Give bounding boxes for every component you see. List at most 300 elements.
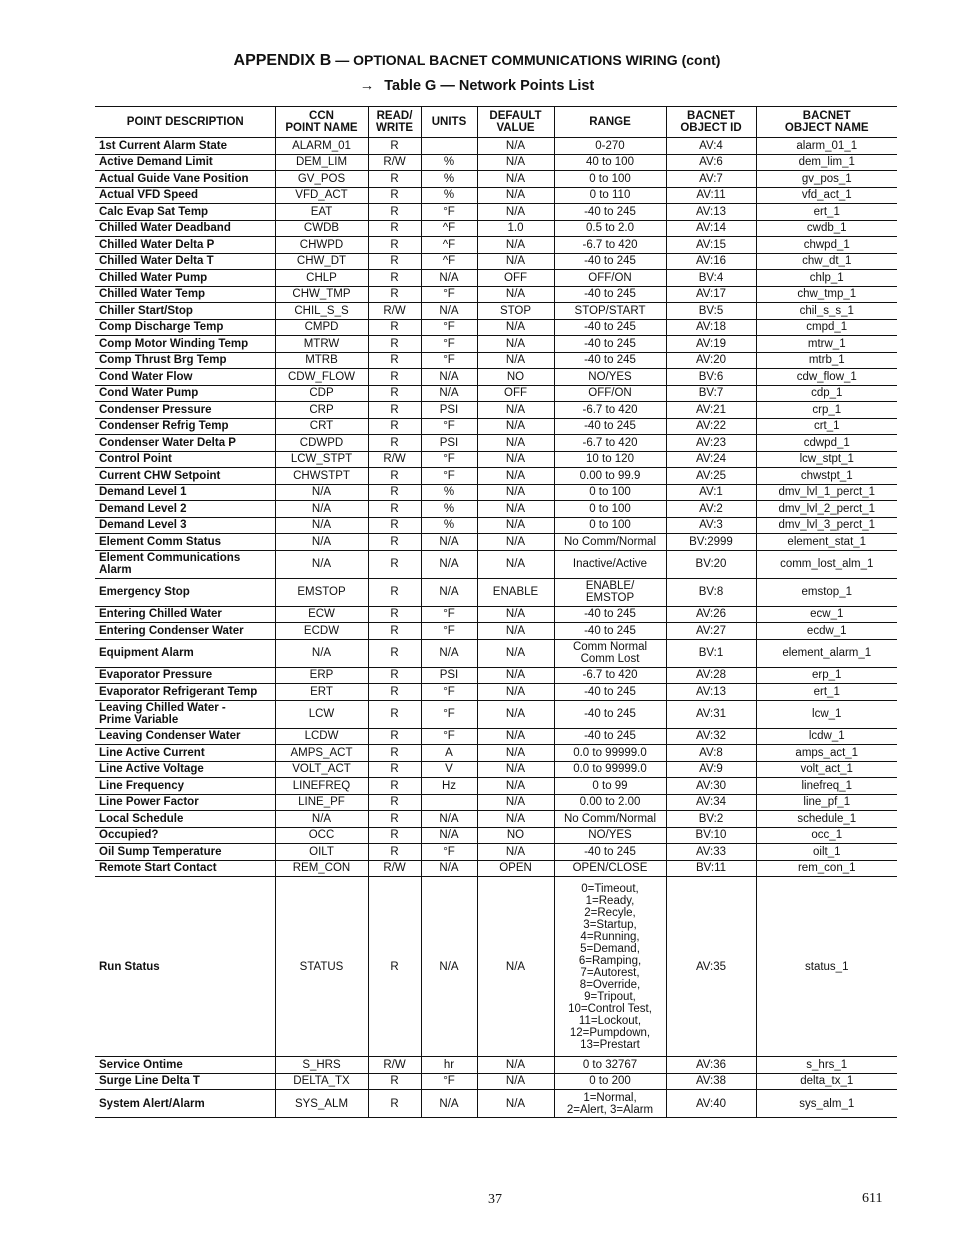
point-description-cell: Service Ontime [95, 1057, 275, 1074]
bacnet-object-name-cell: chw_tmp_1 [756, 286, 897, 303]
read-write-cell: R [368, 811, 421, 828]
range-cell: 0.00 to 99.9 [554, 468, 666, 485]
table-row [95, 700, 897, 728]
units-cell: °F [421, 844, 477, 861]
table-row [95, 745, 897, 762]
ccn-point-name-cell: N/A [275, 534, 368, 551]
default-value-cell: N/A [477, 204, 554, 221]
change-arrow-icon: → [359, 78, 375, 94]
point-description-cell: Cond Water Flow [95, 369, 275, 386]
bacnet-object-id-cell: BV:2999 [666, 534, 756, 551]
default-value-cell: N/A [477, 253, 554, 270]
range-cell: No Comm/Normal [554, 811, 666, 828]
default-value-cell: N/A [477, 468, 554, 485]
range-cell: 0 to 100 [554, 517, 666, 534]
units-cell: N/A [421, 877, 477, 1057]
range-cell: Inactive/Active [554, 550, 666, 578]
units-cell: N/A [421, 385, 477, 402]
point-description-cell: Comp Discharge Temp [95, 319, 275, 336]
table-row [95, 270, 897, 287]
ccn-point-name-cell: LCW_STPT [275, 451, 368, 468]
table-row [95, 667, 897, 684]
ccn-point-name-cell: DELTA_TX [275, 1073, 368, 1090]
bacnet-object-id-cell: AV:16 [666, 253, 756, 270]
read-write-cell: R [368, 171, 421, 188]
range-cell: 0.00 to 2.00 [554, 794, 666, 811]
default-value-cell: N/A [477, 811, 554, 828]
bacnet-object-name-cell: dmv_lvl_2_perct_1 [756, 501, 897, 518]
bacnet-object-name-cell: ecw_1 [756, 606, 897, 623]
table-row [95, 171, 897, 188]
units-cell: N/A [421, 860, 477, 877]
bacnet-object-name-cell: mtrw_1 [756, 336, 897, 353]
bacnet-object-id-cell: BV:7 [666, 385, 756, 402]
units-cell: N/A [421, 639, 477, 667]
table-row [95, 154, 897, 171]
read-write-cell: R [368, 501, 421, 518]
bacnet-object-id-cell: BV:1 [666, 639, 756, 667]
ccn-point-name-cell: N/A [275, 811, 368, 828]
range-cell: 0 to 100 [554, 171, 666, 188]
ccn-point-name-cell: DEM_LIM [275, 154, 368, 171]
bacnet-object-name-cell: chwstpt_1 [756, 468, 897, 485]
read-write-cell: R [368, 1073, 421, 1090]
read-write-cell: R [368, 484, 421, 501]
ccn-point-name-cell: ECDW [275, 623, 368, 640]
read-write-cell: R [368, 667, 421, 684]
units-cell: °F [421, 336, 477, 353]
read-write-cell: R [368, 385, 421, 402]
range-cell: -40 to 245 [554, 623, 666, 640]
bacnet-object-id-cell: BV:11 [666, 860, 756, 877]
read-write-cell: R [368, 517, 421, 534]
units-cell: N/A [421, 270, 477, 287]
point-description-cell: Active Demand Limit [95, 154, 275, 171]
table-row [95, 778, 897, 795]
point-description-cell: Condenser Refrig Temp [95, 418, 275, 435]
range-cell: 0 to 110 [554, 187, 666, 204]
read-write-cell: R [368, 336, 421, 353]
bacnet-object-name-cell: vfd_act_1 [756, 187, 897, 204]
default-value-cell: N/A [477, 154, 554, 171]
point-description-cell: Entering Chilled Water [95, 606, 275, 623]
column-header-units: UNITS [421, 107, 477, 138]
bacnet-object-name-cell: amps_act_1 [756, 745, 897, 762]
range-cell: 1=Normal, 2=Alert, 3=Alarm [554, 1090, 666, 1118]
default-value-cell: N/A [477, 352, 554, 369]
bacnet-object-id-cell: AV:26 [666, 606, 756, 623]
default-value-cell: OFF [477, 270, 554, 287]
units-cell: % [421, 501, 477, 518]
point-description-cell: System Alert/Alarm [95, 1090, 275, 1118]
ccn-point-name-cell: CHIL_S_S [275, 303, 368, 320]
units-cell: N/A [421, 811, 477, 828]
range-cell: 0=Timeout, 1=Ready, 2=Recyle, 3=Startup, 4=Running, 5=Demand, 6=Ramping, 7=Autorest, 8=Override, 9=Tripout, 10=Control Test, 11=Lockout, 12=Pumpdown, 13=Prestart [554, 877, 666, 1057]
read-write-cell: R [368, 578, 421, 606]
point-description-cell: Remote Start Contact [95, 860, 275, 877]
column-header-read-write: READ/ WRITE [368, 107, 421, 138]
network-points-table [95, 106, 897, 1118]
bacnet-object-id-cell: AV:13 [666, 204, 756, 221]
read-write-cell: R [368, 794, 421, 811]
read-write-cell: R/W [368, 860, 421, 877]
bacnet-object-name-cell: status_1 [756, 877, 897, 1057]
read-write-cell: R [368, 877, 421, 1057]
units-cell: °F [421, 451, 477, 468]
units-cell: V [421, 761, 477, 778]
units-cell: hr [421, 1057, 477, 1074]
range-cell: 0 to 200 [554, 1073, 666, 1090]
table-row [95, 877, 897, 1057]
units-cell: N/A [421, 303, 477, 320]
appendix-subtitle: — OPTIONAL BACNET COMMUNICATIONS WIRING (cont) [331, 52, 721, 68]
range-cell: NO/YES [554, 369, 666, 386]
table-row [95, 385, 897, 402]
bacnet-object-id-cell: AV:21 [666, 402, 756, 419]
bacnet-object-id-cell: AV:40 [666, 1090, 756, 1118]
ccn-point-name-cell: OCC [275, 827, 368, 844]
table-row [95, 220, 897, 237]
units-cell: N/A [421, 550, 477, 578]
bacnet-object-id-cell: BV:6 [666, 369, 756, 386]
ccn-point-name-cell: OILT [275, 844, 368, 861]
range-cell: -40 to 245 [554, 684, 666, 701]
table-row [95, 286, 897, 303]
units-cell: °F [421, 728, 477, 745]
ccn-point-name-cell: ECW [275, 606, 368, 623]
bacnet-object-id-cell: BV:10 [666, 827, 756, 844]
units-cell: N/A [421, 578, 477, 606]
range-cell: STOP/START [554, 303, 666, 320]
column-header-bacnet-object-name: BACNET OBJECT NAME [756, 107, 897, 138]
bacnet-object-name-cell: dem_lim_1 [756, 154, 897, 171]
point-description-cell: Local Schedule [95, 811, 275, 828]
ccn-point-name-cell: CDW_FLOW [275, 369, 368, 386]
ccn-point-name-cell: N/A [275, 501, 368, 518]
range-cell: -6.7 to 420 [554, 667, 666, 684]
point-description-cell: Demand Level 3 [95, 517, 275, 534]
point-description-cell: Condenser Water Delta P [95, 435, 275, 452]
bacnet-object-name-cell: ert_1 [756, 204, 897, 221]
point-description-cell: Oil Sump Temperature [95, 844, 275, 861]
point-description-cell: Control Point [95, 451, 275, 468]
table-row [95, 811, 897, 828]
read-write-cell: R/W [368, 451, 421, 468]
ccn-point-name-cell: ALARM_01 [275, 138, 368, 155]
bacnet-object-id-cell: AV:33 [666, 844, 756, 861]
default-value-cell: N/A [477, 171, 554, 188]
bacnet-object-name-cell: emstop_1 [756, 578, 897, 606]
table-row [95, 484, 897, 501]
bacnet-object-name-cell: crp_1 [756, 402, 897, 419]
table-row [95, 435, 897, 452]
ccn-point-name-cell: CHWSTPT [275, 468, 368, 485]
bacnet-object-id-cell: AV:3 [666, 517, 756, 534]
point-description-cell: Comp Thrust Brg Temp [95, 352, 275, 369]
bacnet-object-name-cell: chw_dt_1 [756, 253, 897, 270]
point-description-cell: Entering Condenser Water [95, 623, 275, 640]
point-description-cell: Current CHW Setpoint [95, 468, 275, 485]
units-cell: A [421, 745, 477, 762]
table-row [95, 501, 897, 518]
ccn-point-name-cell: LCW [275, 700, 368, 728]
table-row [95, 138, 897, 155]
default-value-cell: N/A [477, 1073, 554, 1090]
default-value-cell: N/A [477, 319, 554, 336]
read-write-cell: R/W [368, 303, 421, 320]
table-row [95, 827, 897, 844]
table-row [95, 468, 897, 485]
bacnet-object-id-cell: AV:34 [666, 794, 756, 811]
default-value-cell: N/A [477, 700, 554, 728]
read-write-cell: R [368, 761, 421, 778]
units-cell: % [421, 517, 477, 534]
bacnet-object-name-cell: erp_1 [756, 667, 897, 684]
units-cell [421, 138, 477, 155]
range-cell: -40 to 245 [554, 336, 666, 353]
table-row [95, 728, 897, 745]
read-write-cell: R [368, 827, 421, 844]
default-value-cell: N/A [477, 1057, 554, 1074]
default-value-cell: N/A [477, 237, 554, 254]
bacnet-object-id-cell: AV:18 [666, 319, 756, 336]
point-description-cell: Chilled Water Deadband [95, 220, 275, 237]
default-value-cell: N/A [477, 550, 554, 578]
units-cell: ^F [421, 253, 477, 270]
read-write-cell: R [368, 623, 421, 640]
bacnet-object-name-cell: crt_1 [756, 418, 897, 435]
default-value-cell: N/A [477, 794, 554, 811]
range-cell: 0 to 32767 [554, 1057, 666, 1074]
default-value-cell: N/A [477, 187, 554, 204]
appendix-label: APPENDIX B [233, 52, 332, 69]
range-cell: NO/YES [554, 827, 666, 844]
bacnet-object-id-cell: AV:20 [666, 352, 756, 369]
default-value-cell: N/A [477, 778, 554, 795]
table-row [95, 639, 897, 667]
bacnet-object-name-cell: sys_alm_1 [756, 1090, 897, 1118]
ccn-point-name-cell: CMPD [275, 319, 368, 336]
default-value-cell: OPEN [477, 860, 554, 877]
table-title [0, 78, 954, 94]
read-write-cell: R [368, 468, 421, 485]
bacnet-object-name-cell: volt_act_1 [756, 761, 897, 778]
document-code: 611 [862, 1191, 883, 1206]
bacnet-object-name-cell: cdp_1 [756, 385, 897, 402]
range-cell: 0.5 to 2.0 [554, 220, 666, 237]
bacnet-object-name-cell: dmv_lvl_3_perct_1 [756, 517, 897, 534]
page-number: 37 [488, 1192, 502, 1207]
bacnet-object-id-cell: AV:4 [666, 138, 756, 155]
table-row [95, 517, 897, 534]
ccn-point-name-cell: REM_CON [275, 860, 368, 877]
range-cell: -40 to 245 [554, 844, 666, 861]
default-value-cell: N/A [477, 761, 554, 778]
read-write-cell: R [368, 204, 421, 221]
bacnet-object-name-cell: ert_1 [756, 684, 897, 701]
column-header-range: RANGE [554, 107, 666, 138]
range-cell: -40 to 245 [554, 253, 666, 270]
units-cell: °F [421, 606, 477, 623]
units-cell: Hz [421, 778, 477, 795]
bacnet-object-id-cell: BV:2 [666, 811, 756, 828]
read-write-cell: R [368, 220, 421, 237]
bacnet-object-name-cell: chil_s_s_1 [756, 303, 897, 320]
point-description-cell: Chilled Water Pump [95, 270, 275, 287]
table-row [95, 451, 897, 468]
default-value-cell: N/A [477, 402, 554, 419]
default-value-cell: N/A [477, 623, 554, 640]
bacnet-object-name-cell: cmpd_1 [756, 319, 897, 336]
point-description-cell: Line Active Current [95, 745, 275, 762]
bacnet-object-name-cell: schedule_1 [756, 811, 897, 828]
bacnet-object-id-cell: AV:8 [666, 745, 756, 762]
point-description-cell: Cond Water Pump [95, 385, 275, 402]
ccn-point-name-cell: CWDB [275, 220, 368, 237]
bacnet-object-name-cell: line_pf_1 [756, 794, 897, 811]
units-cell: °F [421, 418, 477, 435]
bacnet-object-id-cell: AV:35 [666, 877, 756, 1057]
bacnet-object-id-cell: AV:25 [666, 468, 756, 485]
units-cell: % [421, 187, 477, 204]
read-write-cell: R [368, 286, 421, 303]
default-value-cell: N/A [477, 745, 554, 762]
read-write-cell: R [368, 684, 421, 701]
point-description-cell: Condenser Pressure [95, 402, 275, 419]
read-write-cell: R [368, 844, 421, 861]
range-cell: 0 to 100 [554, 484, 666, 501]
units-cell: °F [421, 684, 477, 701]
table-row [95, 534, 897, 551]
bacnet-object-id-cell: AV:28 [666, 667, 756, 684]
table-row [95, 418, 897, 435]
ccn-point-name-cell: LCDW [275, 728, 368, 745]
bacnet-object-id-cell: AV:22 [666, 418, 756, 435]
read-write-cell: R [368, 606, 421, 623]
table-row [95, 1090, 897, 1118]
point-description-cell: Equipment Alarm [95, 639, 275, 667]
point-description-cell: Chiller Start/Stop [95, 303, 275, 320]
default-value-cell: OFF [477, 385, 554, 402]
bacnet-object-id-cell: AV:38 [666, 1073, 756, 1090]
units-cell: °F [421, 204, 477, 221]
default-value-cell: N/A [477, 877, 554, 1057]
ccn-point-name-cell: VFD_ACT [275, 187, 368, 204]
range-cell: -6.7 to 420 [554, 237, 666, 254]
point-description-cell: Element Communications Alarm [95, 550, 275, 578]
table-row [95, 578, 897, 606]
bacnet-object-id-cell: AV:11 [666, 187, 756, 204]
read-write-cell: R [368, 435, 421, 452]
ccn-point-name-cell: CHW_TMP [275, 286, 368, 303]
read-write-cell: R [368, 237, 421, 254]
units-cell: °F [421, 700, 477, 728]
bacnet-object-id-cell: AV:13 [666, 684, 756, 701]
read-write-cell: R [368, 138, 421, 155]
bacnet-object-name-cell: cwdb_1 [756, 220, 897, 237]
ccn-point-name-cell: EAT [275, 204, 368, 221]
read-write-cell: R [368, 728, 421, 745]
units-cell: PSI [421, 435, 477, 452]
units-cell: % [421, 484, 477, 501]
point-description-cell: Surge Line Delta T [95, 1073, 275, 1090]
table-header-row [95, 107, 897, 138]
table-row [95, 1057, 897, 1074]
default-value-cell: STOP [477, 303, 554, 320]
default-value-cell: N/A [477, 418, 554, 435]
range-cell: ENABLE/ EMSTOP [554, 578, 666, 606]
bacnet-object-id-cell: AV:30 [666, 778, 756, 795]
default-value-cell: N/A [477, 1090, 554, 1118]
table-row [95, 237, 897, 254]
default-value-cell: N/A [477, 517, 554, 534]
bacnet-object-id-cell: AV:6 [666, 154, 756, 171]
table-row [95, 550, 897, 578]
read-write-cell: R [368, 369, 421, 386]
bacnet-object-name-cell: lcw_stpt_1 [756, 451, 897, 468]
read-write-cell: R [368, 550, 421, 578]
bacnet-object-name-cell: oilt_1 [756, 844, 897, 861]
ccn-point-name-cell: LINEFREQ [275, 778, 368, 795]
default-value-cell: N/A [477, 286, 554, 303]
read-write-cell: R [368, 319, 421, 336]
point-description-cell: Evaporator Refrigerant Temp [95, 684, 275, 701]
default-value-cell: N/A [477, 667, 554, 684]
ccn-point-name-cell: N/A [275, 484, 368, 501]
column-header-ccn-point-name: CCN POINT NAME [275, 107, 368, 138]
range-cell: OFF/ON [554, 385, 666, 402]
read-write-cell: R [368, 745, 421, 762]
point-description-cell: 1st Current Alarm State [95, 138, 275, 155]
default-value-cell: N/A [477, 501, 554, 518]
range-cell: -40 to 245 [554, 418, 666, 435]
bacnet-object-id-cell: BV:8 [666, 578, 756, 606]
range-cell: -40 to 245 [554, 606, 666, 623]
units-cell: PSI [421, 402, 477, 419]
bacnet-object-id-cell: AV:1 [666, 484, 756, 501]
column-header-point-description: POINT DESCRIPTION [95, 107, 275, 138]
point-description-cell: Actual VFD Speed [95, 187, 275, 204]
ccn-point-name-cell: CRT [275, 418, 368, 435]
ccn-point-name-cell: CHWPD [275, 237, 368, 254]
table-title-text: Table G — Network Points List [384, 78, 595, 94]
read-write-cell: R [368, 402, 421, 419]
ccn-point-name-cell: GV_POS [275, 171, 368, 188]
point-description-cell: Element Comm Status [95, 534, 275, 551]
range-cell: No Comm/Normal [554, 534, 666, 551]
point-description-cell: Demand Level 1 [95, 484, 275, 501]
ccn-point-name-cell: N/A [275, 517, 368, 534]
range-cell: -40 to 245 [554, 352, 666, 369]
table-row [95, 253, 897, 270]
default-value-cell: N/A [477, 138, 554, 155]
table-row [95, 844, 897, 861]
table-row [95, 860, 897, 877]
units-cell: % [421, 171, 477, 188]
point-description-cell: Calc Evap Sat Temp [95, 204, 275, 221]
range-cell: 10 to 120 [554, 451, 666, 468]
units-cell: °F [421, 1073, 477, 1090]
ccn-point-name-cell: CDWPD [275, 435, 368, 452]
bacnet-object-id-cell: BV:20 [666, 550, 756, 578]
bacnet-object-id-cell: AV:27 [666, 623, 756, 640]
bacnet-object-id-cell: BV:5 [666, 303, 756, 320]
units-cell [421, 794, 477, 811]
read-write-cell: R [368, 253, 421, 270]
ccn-point-name-cell: STATUS [275, 877, 368, 1057]
bacnet-object-name-cell: chlp_1 [756, 270, 897, 287]
ccn-point-name-cell: CRP [275, 402, 368, 419]
